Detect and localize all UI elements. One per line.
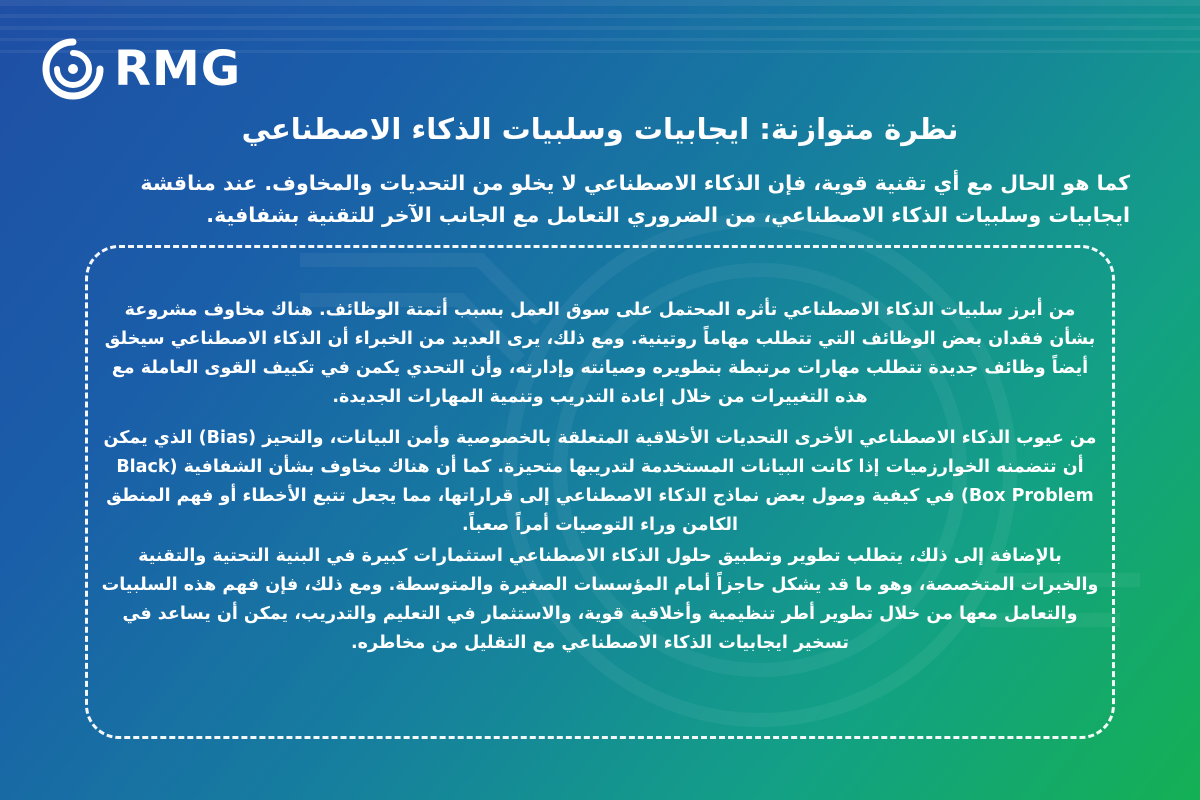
intro-paragraph: كما هو الحال مع أي تقنية قوية، فإن الذكاء الاصطناعي لا يخلو من التحديات والمخاوف. عند مناقشة ايجابيات وسلبيات الذكاء الاصطناعي، من الضروري التعامل مع الجانب الآخر للتقنية بشفافية. xyxy=(140,171,1130,227)
rmg-swirl-icon xyxy=(40,36,106,102)
page-title: نظرة متوازنة: ايجابيات وسلبيات الذكاء الاصطناعي xyxy=(241,112,959,146)
logo-text: RMG xyxy=(114,41,242,97)
body-paragraph: من أبرز سلبيات الذكاء الاصطناعي تأثره المحتمل على سوق العمل بسبب أتمتة الوظائف. هناك مخاوف مشروعة بشأن فقدان بعض الوظائف التي تتطلب مهاماً روتينية. ومع ذلك، يرى العديد من الخبراء أن الذكاء الاصطناعي سيخلق أيضاً وظائف جديدة تتطلب مهارات مرتبطة بتطويره وصيانته وإدارته، وأن التحدي يكمن في تكييف القوى العاملة مع هذه التغييرات من خلال إعادة التدريب وتنمية المهارات الجديدة. xyxy=(104,300,1096,407)
body-paragraph: بالإضافة إلى ذلك، يتطلب تطوير وتطبيق حلول الذكاء الاصطناعي استثمارات كبيرة في البنية التحتية والتقنية والخبرات المتخصصة، وهو ما قد يشكل حاجزاً أمام المؤسسات الصغيرة والمتوسطة. ومع ذلك، فإن فهم هذه السلبيات والتعامل معها من خلال تطوير أطر تنظيمية وأخلاقية قوية، والاستثمار في التعليم والتدريب، يمكن أن يساعد في تسخير ايجابيات الذكاء الاصطناعي مع التقليل من مخاطره. xyxy=(101,546,1099,653)
body-paragraph: من عيوب الذكاء الاصطناعي الأخرى التحديات الأخلاقية المتعلقة بالخصوصية وأمن البيانات، والتحيز (Bias) الذي يمكن أن تتضمنه الخوارزميات إذا كانت البيانات المستخدمة لتدريبها متحيزة. كما أن هناك مخاوف بشأن الشفافية (Black Box Problem) في كيفية وصول بعض نماذج الذكاء الاصطناعي إلى قراراتها، مما يجعل تتبع الأخطاء أو فهم المنطق الكامن وراء التوصيات أمراً صعباً. xyxy=(103,428,1097,535)
brand-logo[interactable] xyxy=(40,36,241,102)
content-body xyxy=(100,296,1100,658)
